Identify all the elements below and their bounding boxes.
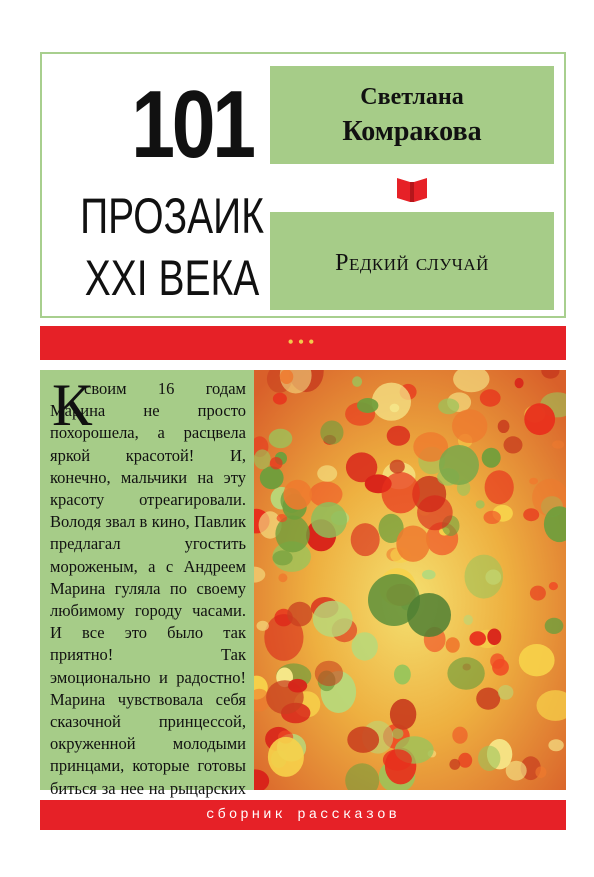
excerpt-panel [40, 370, 254, 798]
book-title-box [270, 212, 554, 310]
drop-cap: К [52, 372, 93, 438]
excerpt-body: своим 16 годам Марина не просто похорошела, а расцвела яркой красотой! И, конечно, мальчики на эту красоту отреагировали. Володя звал в кино, Павлик предлагал угостить мороженым, а с Андреем Марина гуляла по своему любимому городу часами. И все это было так приятно! Так эмоционально и радостно! Марина чувствовала себя сказочной принцессой, окруженной молодыми принцами, которые готовы биться за нее на рыцарских [50, 379, 246, 798]
flower-painting-image [254, 370, 566, 790]
author-first-name: Светлана [360, 84, 464, 110]
ellipsis-dots: ••• [287, 332, 319, 352]
collection-label: сборник рассказов [206, 807, 400, 823]
author-last-name: Комракова [342, 116, 482, 147]
author-box [270, 66, 554, 164]
book-title: Редкий случай [335, 250, 489, 276]
series-title-line-2: XXI ВЕКА [84, 250, 260, 306]
cover-painting [254, 370, 566, 790]
top-red-band [40, 326, 566, 360]
bottom-red-band [40, 800, 566, 830]
series-title-line-1: ПРОЗАИК [80, 188, 264, 244]
header-frame [40, 52, 566, 318]
series-number: 101 [131, 71, 253, 178]
excerpt-text [50, 378, 246, 822]
open-book-icon [395, 174, 429, 204]
